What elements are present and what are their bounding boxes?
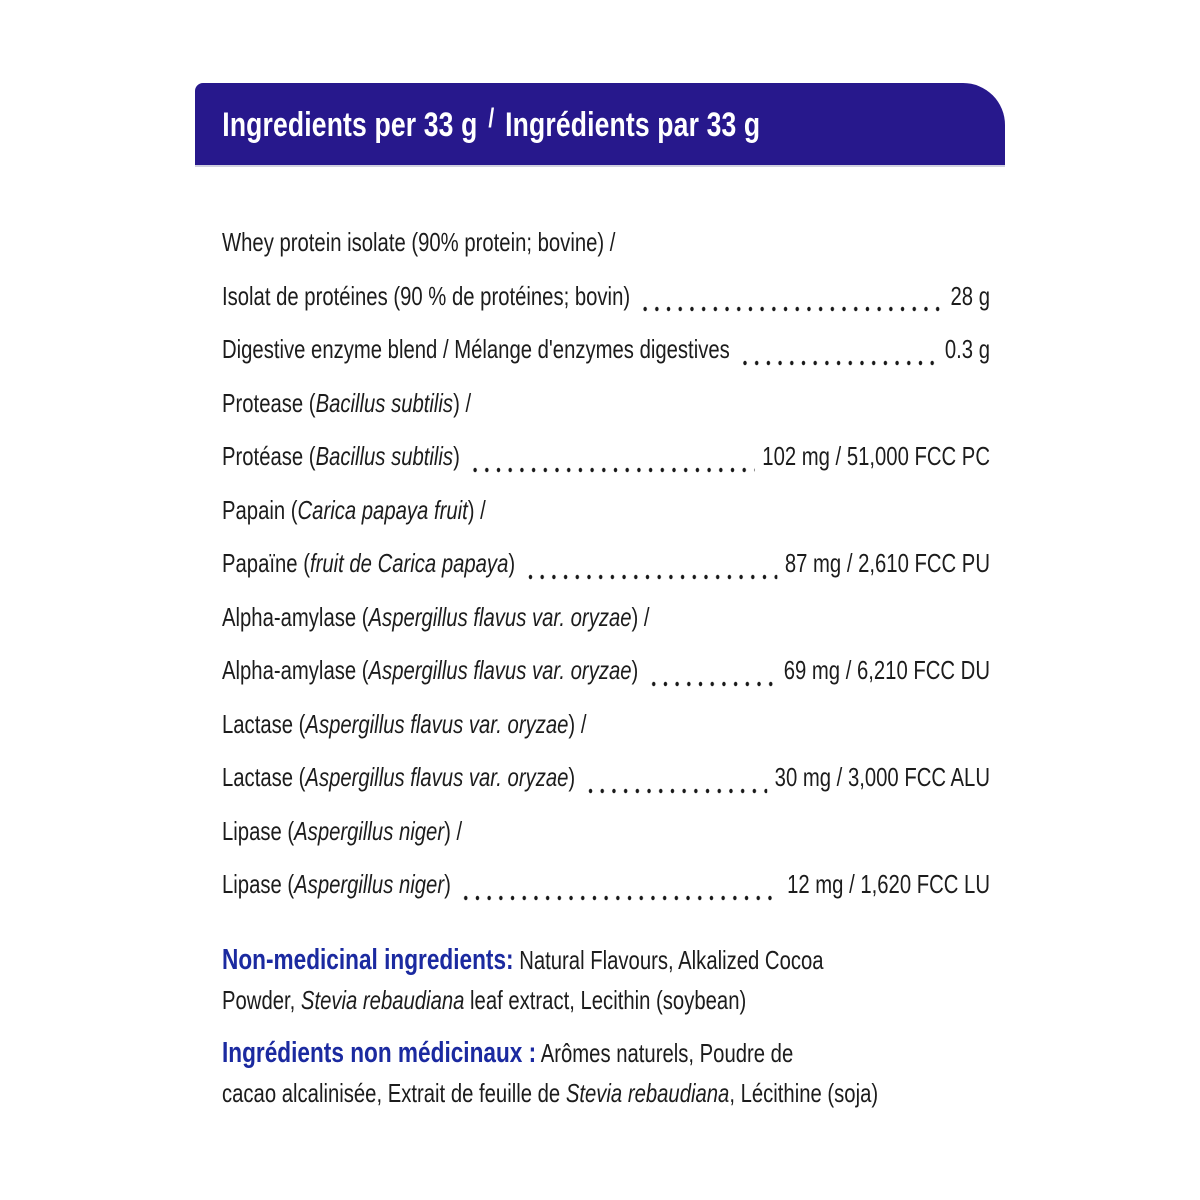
ingredient-name xyxy=(222,441,460,472)
species-name-italic: Aspergillus niger xyxy=(294,869,445,900)
paragraph-line xyxy=(222,1033,990,1073)
ingredient-name xyxy=(222,281,630,312)
species-name-italic: Aspergillus flavus var. oryzae xyxy=(305,708,569,739)
ingredient-row xyxy=(222,591,990,645)
text-segment: , Lécithine (soja) xyxy=(729,1077,879,1108)
text-segment: cacao alcalinisée, Extrait de feuille de xyxy=(222,1077,566,1108)
ingredient-row xyxy=(222,216,990,270)
text-segment: Lipase ( xyxy=(222,815,295,846)
species-name-italic: Stevia rebaudiana xyxy=(300,984,465,1015)
ingredient-row xyxy=(222,484,990,538)
ingredient-name xyxy=(222,548,515,579)
ingredient-name xyxy=(222,388,471,419)
ingredient-row xyxy=(222,323,990,377)
ingredient-row xyxy=(222,644,990,698)
paragraph-line xyxy=(222,1073,990,1113)
species-name-italic: Bacillus subtilis xyxy=(315,441,454,472)
text-segment: Papain ( xyxy=(222,494,298,525)
text-segment: ) xyxy=(568,762,576,793)
text-segment: ) / xyxy=(631,601,650,632)
ingredient-name xyxy=(222,869,451,900)
text-segment: Digestive enzyme blend / Mélange d'enzymes digestives xyxy=(222,334,730,365)
species-name-italic: Bacillus subtilis xyxy=(315,387,454,418)
ingredient-name xyxy=(222,762,575,793)
ingredient-name xyxy=(222,709,586,740)
ingredient-amount: 102 mg / 51,000 FCC PC xyxy=(762,441,990,472)
ingredient-row xyxy=(222,858,990,912)
text-segment: Isolat de protéines (90 % de protéines; bovin) xyxy=(222,280,631,311)
text-segment: ) / xyxy=(467,494,486,525)
species-name-italic: Aspergillus niger xyxy=(294,815,445,846)
text-segment: ) / xyxy=(568,708,587,739)
non-medicinal-fr-section xyxy=(222,1033,990,1113)
text-segment: ) xyxy=(453,441,460,472)
dotted-leader xyxy=(460,895,779,901)
text-segment: Protease ( xyxy=(222,387,316,418)
panel-header xyxy=(195,83,1005,165)
text-segment: Papaïne ( xyxy=(222,548,310,579)
ingredient-name xyxy=(222,655,638,686)
text-segment: ) xyxy=(508,548,516,579)
species-name-italic: Carica papaya fruit xyxy=(297,494,468,525)
text-segment: Powder, xyxy=(222,984,301,1015)
text-segment: Natural Flavours, Alkalized Cocoa xyxy=(513,944,824,975)
dotted-leader xyxy=(585,788,767,794)
paragraph-line xyxy=(222,940,990,980)
species-name-italic: Stevia rebaudiana xyxy=(565,1077,730,1108)
species-name-italic: Aspergillus flavus var. oryzae xyxy=(368,655,632,686)
text-segment: Lactase ( xyxy=(222,708,306,739)
text-segment: ) xyxy=(631,655,639,686)
ingredient-name xyxy=(222,334,730,365)
species-name-italic: Aspergillus flavus var. oryzae xyxy=(368,601,632,632)
header-title-en: Ingredients per 33 g xyxy=(222,106,478,144)
text-segment: Alpha-amylase ( xyxy=(222,601,369,632)
dotted-leader xyxy=(648,681,776,687)
ingredient-amount: 87 mg / 2,610 FCC PU xyxy=(784,548,990,579)
text-segment: ) xyxy=(444,869,451,900)
ingredient-row xyxy=(222,698,990,752)
dotted-leader xyxy=(639,306,942,312)
ingredient-amount: 12 mg / 1,620 FCC LU xyxy=(787,869,990,900)
text-segment: ) / xyxy=(453,387,472,418)
ingredient-amount: 69 mg / 6,210 FCC DU xyxy=(783,655,990,686)
ingredient-amount: 28 g xyxy=(950,280,990,311)
header-title-fr: Ingrédients par 33 g xyxy=(505,106,761,144)
section-label: Non-medicinal ingredients: xyxy=(222,943,514,976)
ingredient-name xyxy=(222,816,462,847)
ingredient-row xyxy=(222,805,990,859)
ingredient-name xyxy=(222,602,650,633)
text-segment: ) / xyxy=(444,815,463,846)
text-segment: Lipase ( xyxy=(222,869,295,900)
text-segment: Whey protein isolate (90% protein; bovine) / xyxy=(222,227,616,258)
section-label: Ingrédients non médicinaux : xyxy=(222,1036,537,1069)
panel-body xyxy=(195,216,1005,1113)
text-segment: Arômes naturels, Poudre de xyxy=(536,1037,794,1068)
ingredient-name xyxy=(222,495,486,526)
text-segment: Lactase ( xyxy=(222,762,306,793)
ingredient-amount: 30 mg / 3,000 FCC ALU xyxy=(774,762,990,793)
ingredient-name xyxy=(222,227,615,258)
ingredient-amount: 0.3 g xyxy=(944,334,990,365)
ingredient-row xyxy=(222,270,990,324)
paragraph-line xyxy=(222,980,990,1020)
panel-body-content xyxy=(222,216,990,1113)
text-segment: Alpha-amylase ( xyxy=(222,655,369,686)
ingredients-panel xyxy=(195,83,1005,1113)
text-segment: Protéase ( xyxy=(222,441,316,472)
text-segment: leaf extract, Lecithin (soybean) xyxy=(464,984,747,1015)
species-name-italic: Aspergillus flavus var. oryzae xyxy=(305,762,569,793)
header-separator: / xyxy=(488,103,495,133)
ingredient-row xyxy=(222,377,990,431)
dotted-leader xyxy=(739,360,937,366)
panel-header-title xyxy=(195,103,827,145)
non-medicinal-en-section xyxy=(222,940,990,1020)
species-name-italic: fruit de Carica papaya xyxy=(309,548,509,579)
dotted-leader xyxy=(524,574,777,580)
ingredient-row xyxy=(222,430,990,484)
ingredient-row xyxy=(222,537,990,591)
ingredient-row xyxy=(222,751,990,805)
dotted-leader xyxy=(469,467,754,473)
ingredient-rows xyxy=(222,216,990,912)
